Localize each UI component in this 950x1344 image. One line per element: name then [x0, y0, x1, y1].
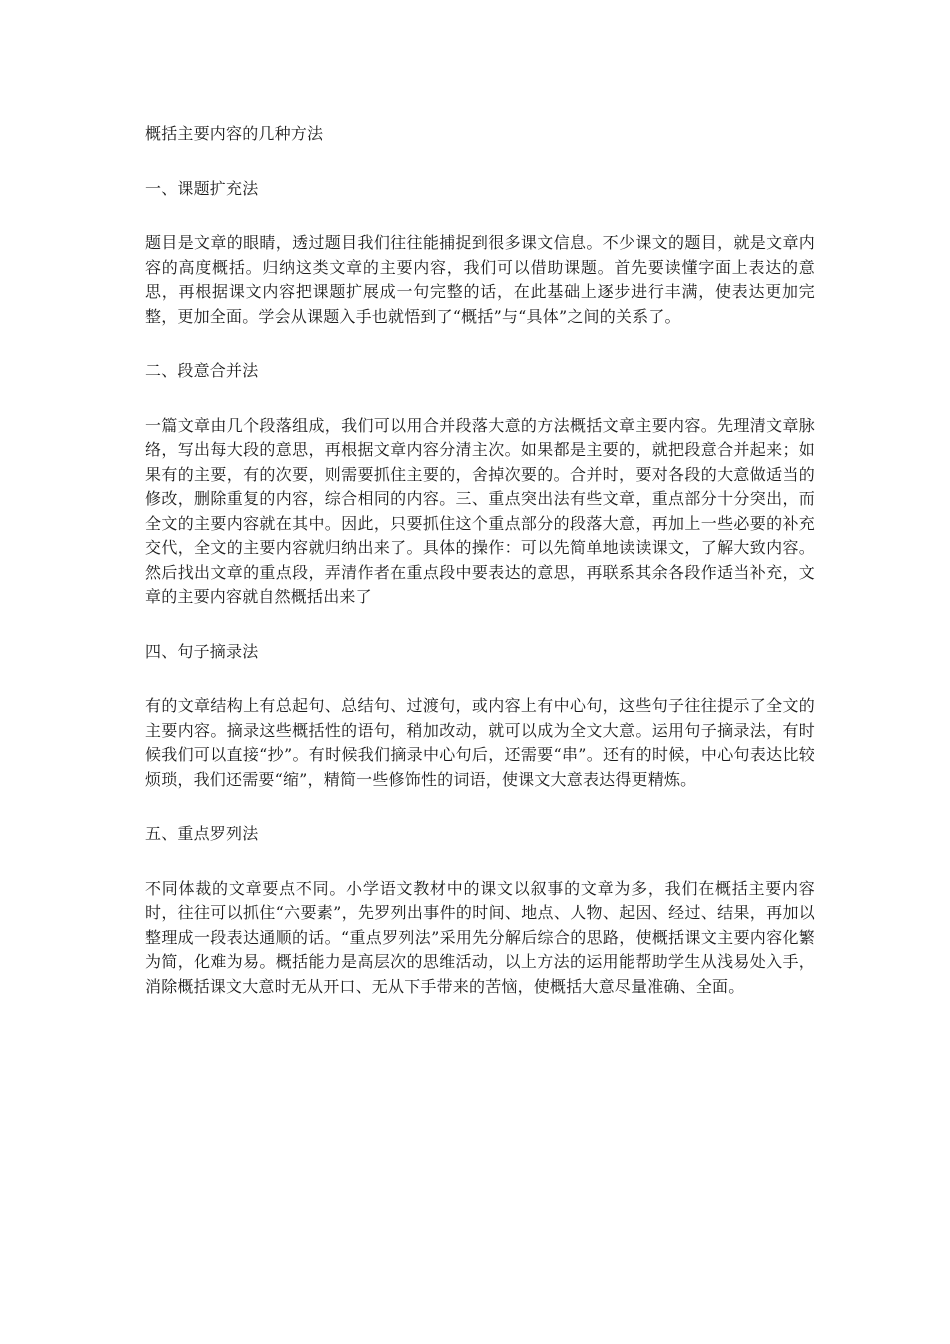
section-paragraph-4: 有的文章结构上有总起句、总结句、过渡句，或内容上有中心句，这些句子往往提示了全文的主要内容。摘录这些概括性的语句，稍加改动，就可以成为全文大意。运用句子摘录法，有时候我们可以直接“抄”。有时候我们摘录中心句后，还需要“串”。还有的时候，中心句表达比较烦琐，我们还需要“缩”，精简一些修饰性的词语，使课文大意表达得更精炼。	[145, 696, 815, 789]
section-heading-2: 二、段意合并法	[145, 361, 259, 380]
section-heading-4: 四、句子摘录法	[145, 641, 259, 661]
document-body	[145, 122, 815, 1029]
section-heading-5: 五、重点罗列法	[145, 824, 259, 843]
section-paragraph-2: 一篇文章由几个段落组成，我们可以用合并段落大意的方法概括文章主要内容。先理清文章脉络，写出每大段的意思，再根据文章内容分清主次。如果都是主要的，就把段意合并起来；如果有的主要，有的次要，则需要抓住主要的，舍掉次要的。合并时，要对各段的大意做适当的修改，删除重复的内容，综合相同的内容。三、重点突出法有些文章，重点部分十分突出，而全文的主要内容就在其中。因此，只要抓住这个重点部分的段落大意，再加上一些必要的补充交代，全文的主要内容就归纳出来了。具体的操作：可以先简单地读读课文，了解大致内容。然后找出文章的重点段，弄清作者在重点段中要表达的意思，再联系其余各段作适当补充，文章的主要内容就自然概括出来了	[145, 415, 815, 606]
section-paragraph-5: 不同体裁的文章要点不同。小学语文教材中的课文以叙事的文章为多，我们在概括主要内容时，往往可以抓住“六要素”，先罗列出事件的时间、地点、人物、起因、经过、结果，再加以整理成一段表达通顺的话。“重点罗列法”采用先分解后综合的思路，使概括课文主要内容化繁为简，化难为易。概括能力是高层次的思维活动，以上方法的运用能帮助学生从浅易处入手，消除概括课文大意时无从开口、无从下手带来的苦恼，使概括大意尽量准确、全面。	[145, 878, 815, 996]
section-heading-1: 一、课题扩充法	[145, 178, 259, 198]
document-title: 概括主要内容的几种方法	[145, 124, 324, 143]
section-paragraph-1: 题目是文章的眼睛，透过题目我们往往能捕捉到很多课文信息。不少课文的题目，就是文章内容的高度概括。归纳这类文章的主要内容，我们可以借助课题。首先要读懂字面上表达的意思，再根据课文内容把课题扩展成一句完整的话，在此基础上逐步进行丰满，使表达更加完整，更加全面。学会从课题入手也就悟到了“概括”与“具体”之间的关系了。	[145, 233, 815, 326]
